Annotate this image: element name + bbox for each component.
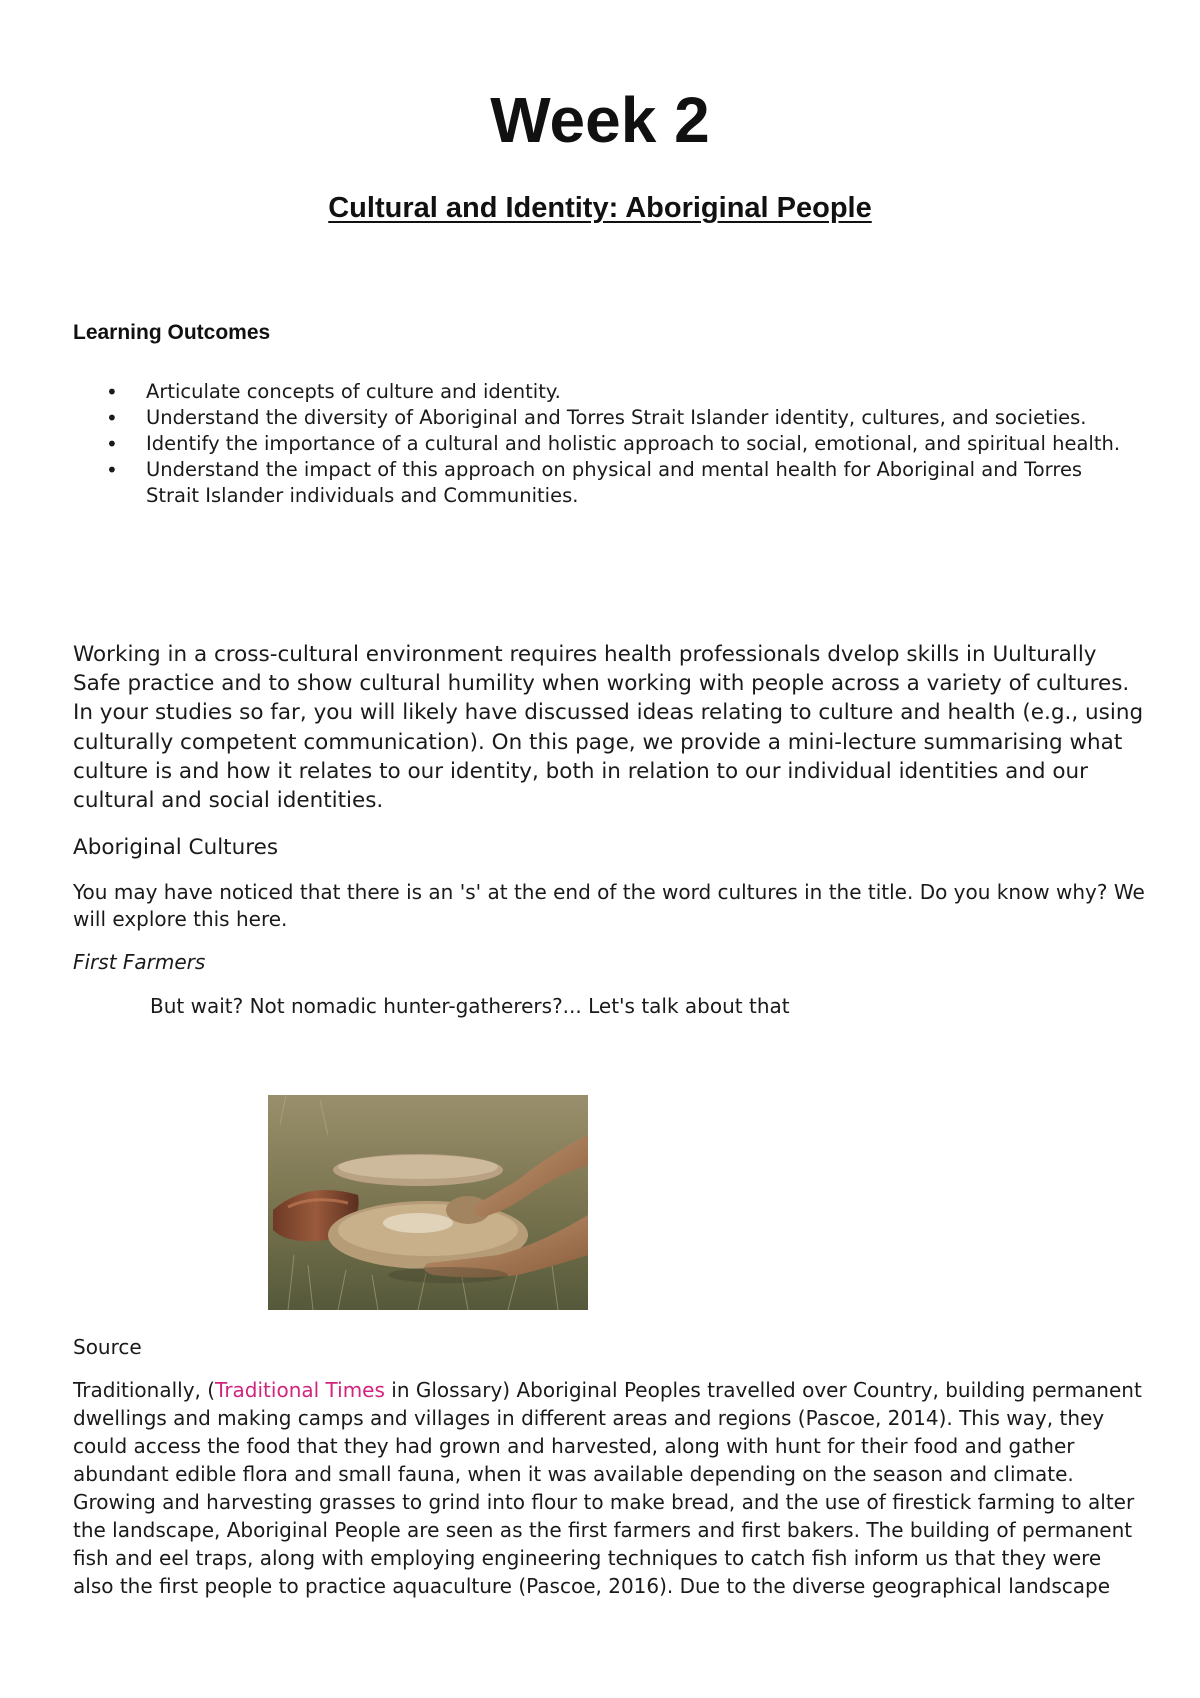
photo-source-caption: Source	[73, 1335, 142, 1359]
bullet-icon: •	[106, 458, 118, 482]
glossary-link-traditional-times[interactable]: Traditional Times	[215, 1378, 385, 1402]
list-item	[0, 457, 1130, 509]
list-item-text: Articulate concepts of culture and identity.	[146, 380, 561, 403]
list-item-text: Understand the diversity of Aboriginal and Torres Strait Islander identity, cultures, and societies.	[146, 406, 1087, 429]
traditional-paragraph	[73, 1376, 1148, 1600]
bullet-icon: •	[106, 406, 118, 430]
paragraph-text-start: Traditionally, (	[73, 1378, 216, 1402]
learning-outcomes-list	[0, 379, 1130, 509]
first-farmers-label: First Farmers	[73, 950, 206, 974]
list-item	[0, 431, 1130, 457]
section-heading-aboriginal-cultures: Aboriginal Cultures	[73, 835, 279, 860]
page-subtitle: Cultural and Identity: Aboriginal People	[328, 192, 872, 224]
intro-paragraph: Working in a cross-cultural environment requires health professionals dvelop skills in Uulturally Safe practice and to show cultural humility when working with people across a variety of cultures. In your studies so far, you will likely have discussed ideas relating to culture and health (e.g., using culturally competent communication). On this page, we provide a mini-lecture summarising what culture is and how it relates to our identity, both in relation to our individual identities and our cultural and social identities.	[73, 642, 1144, 814]
bullet-icon: •	[106, 432, 118, 456]
list-item-text: Understand the impact of this approach on physical and mental health for Aboriginal and Torres Strait Islander individuals and Communities.	[146, 458, 1083, 507]
indented-question: But wait? Not nomadic hunter-gatherers?... Let's talk about that	[150, 994, 790, 1018]
grinding-stones-photo	[268, 1095, 588, 1310]
list-item-text: Identify the importance of a cultural and holistic approach to social, emotional, and spiritual health.	[146, 432, 1121, 455]
list-item	[0, 405, 1130, 431]
list-item	[0, 379, 1130, 405]
paragraph-text-rest: in Glossary) Aboriginal Peoples travelled over Country, building permanent dwellings and making camps and villages in different areas and regions (Pascoe, 2014). This way, they could access the food that they had grown and harvested, along with hunt for their food and gather abundant edible flora and small fauna, when it was available depending on the season and climate. Growing and harvesting grasses to grind into flour to make bread, and the use of firestick farming to alter the landscape, Aboriginal People are seen as the first farmers and first bakers. The building of permanent fish and eel traps, along with employing engineering techniques to catch fish inform us that they were also the first people to practice aquaculture (Pascoe, 2016). Due to the diverse geographical landscape	[73, 1378, 1142, 1598]
bullet-icon: •	[106, 380, 118, 404]
cultures-paragraph: You may have noticed that there is an 's' at the end of the word cultures in the title. Do you know why? We will explore this here.	[73, 880, 1145, 931]
page-title: Week 2	[490, 84, 710, 156]
learning-outcomes-heading: Learning Outcomes	[73, 321, 271, 344]
